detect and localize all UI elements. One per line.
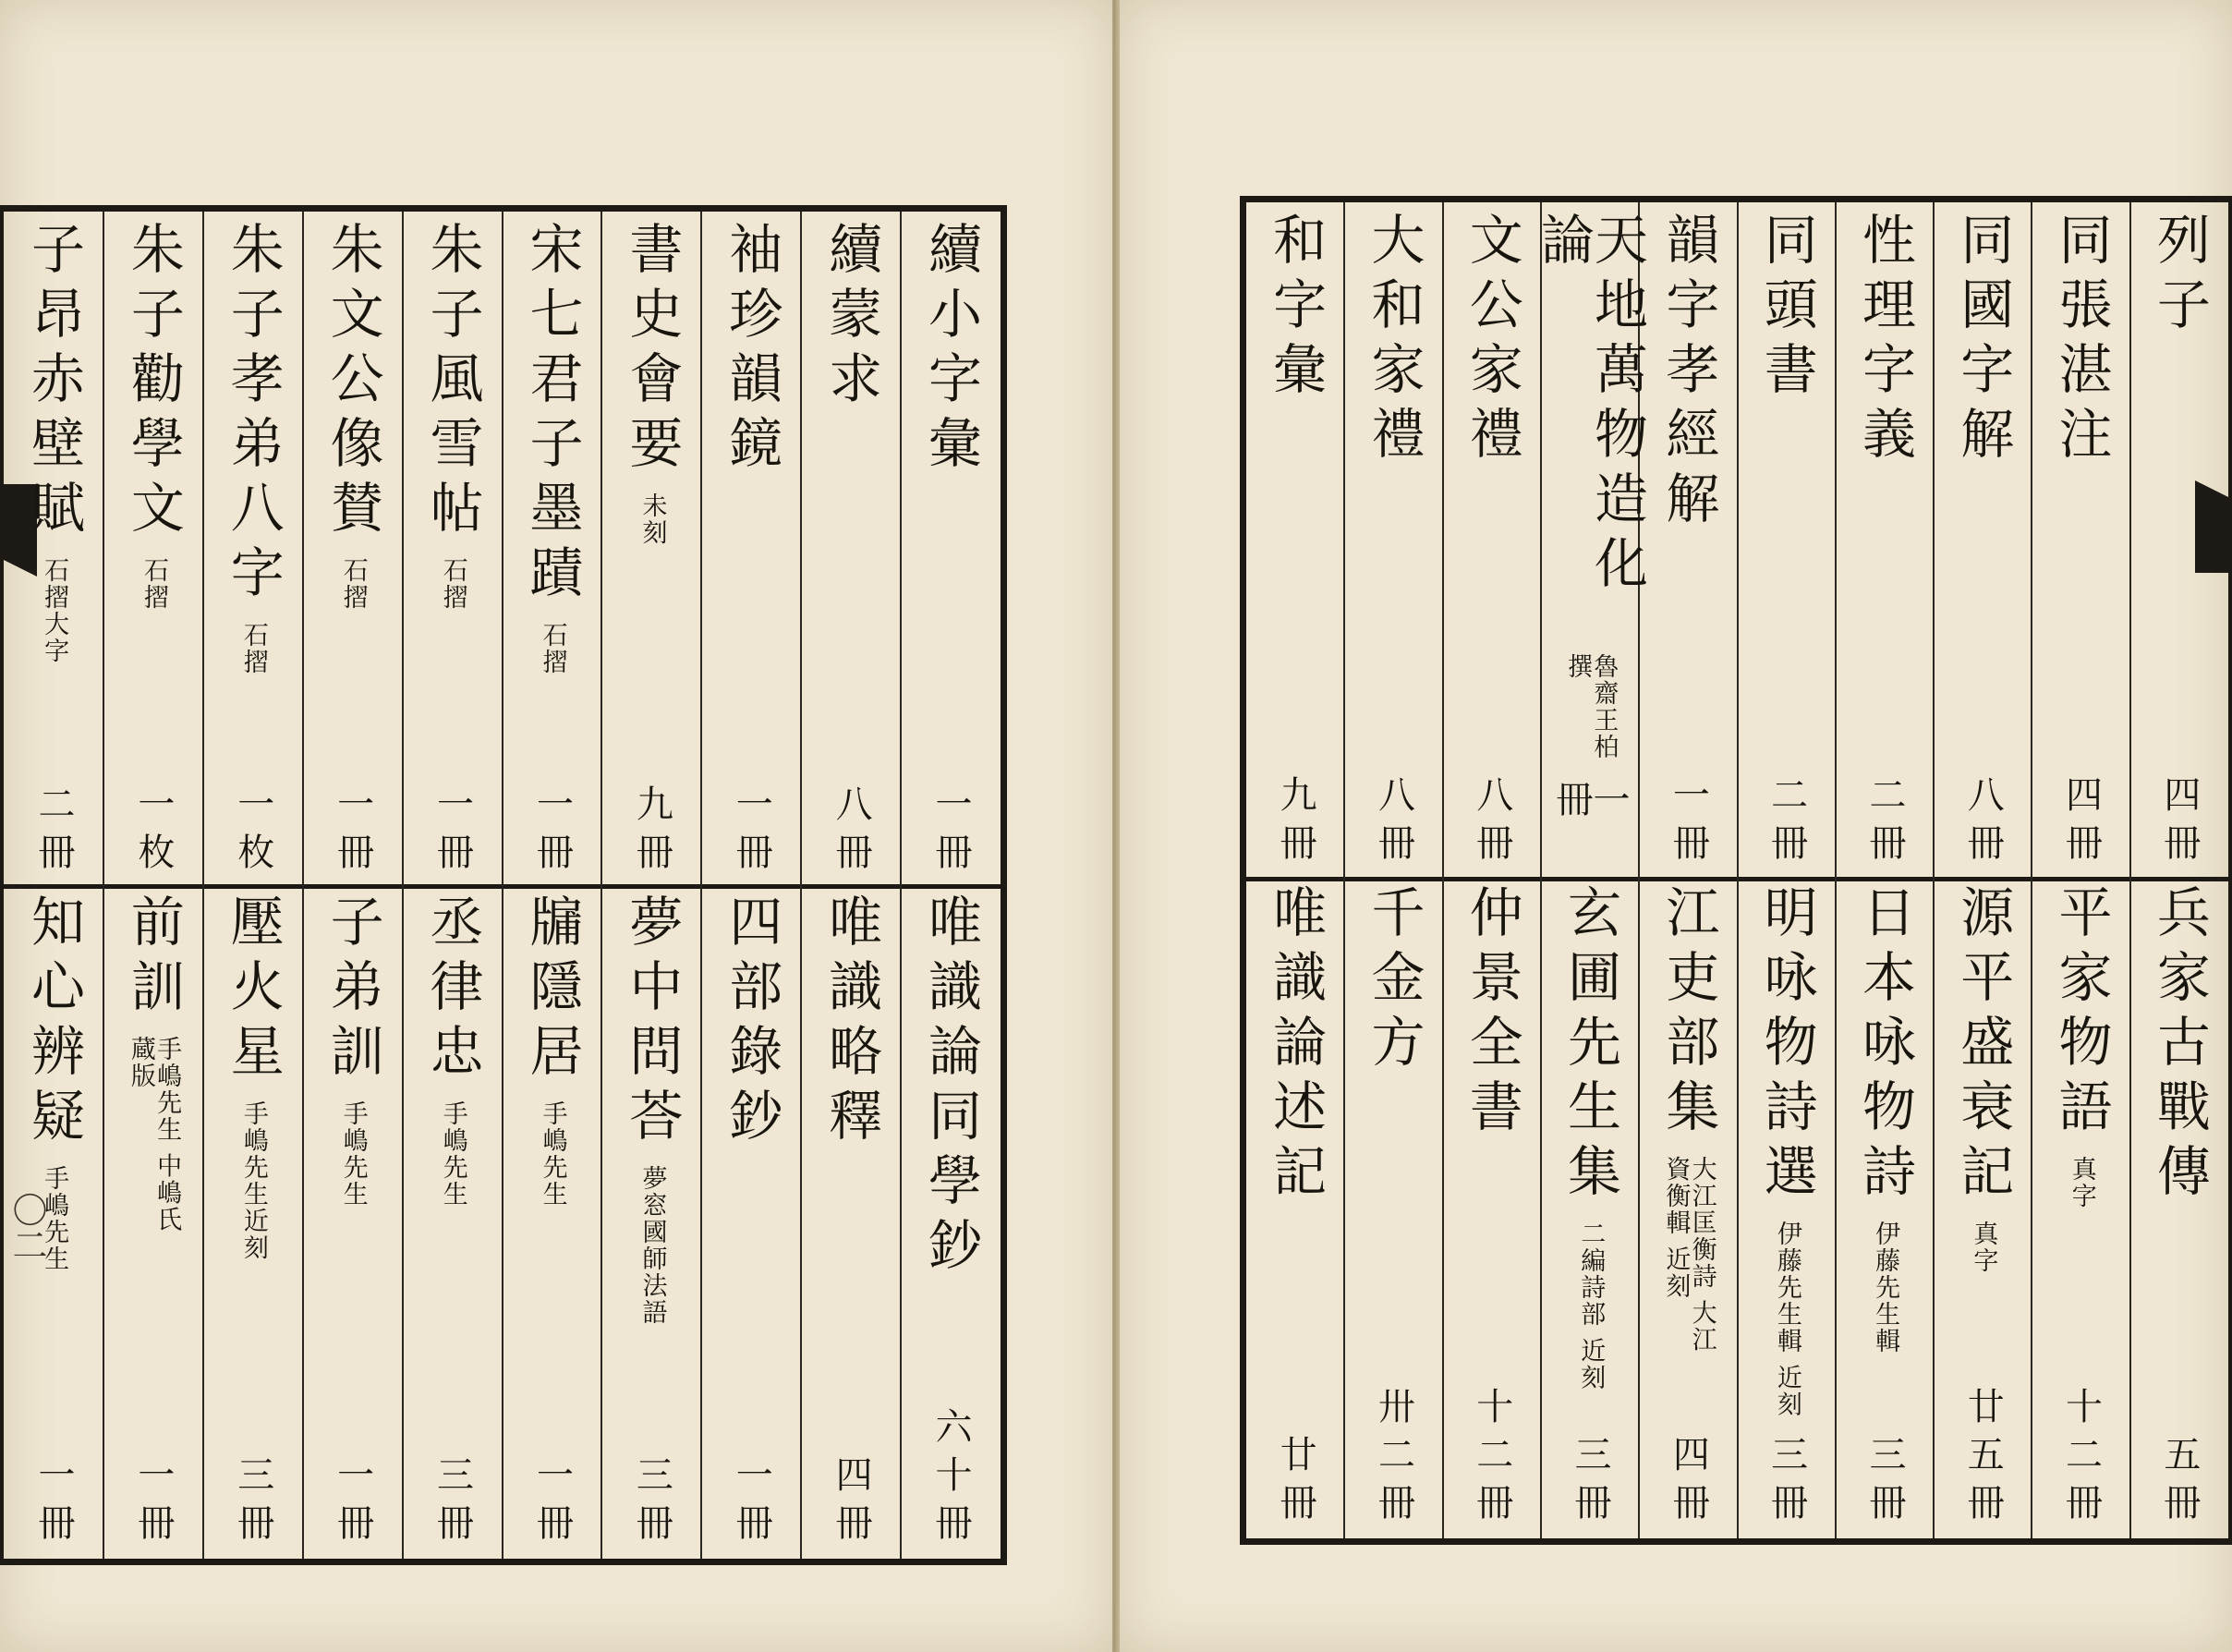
- edition-note: 石摺大字: [40, 557, 69, 664]
- volume-count: 八冊: [1470, 775, 1513, 871]
- catalogue-entry: [1541, 884, 1639, 1533]
- catalogue-column: [4, 212, 103, 1559]
- catalogue-entry: [901, 893, 1001, 1553]
- book-title: 前訓: [121, 893, 185, 1023]
- volume-count: 二冊: [1765, 775, 1808, 871]
- edition-note: 手嶋先生: [40, 1165, 69, 1272]
- book-title: 宋七君子墨蹟: [520, 221, 584, 609]
- volume-count: 八冊: [830, 784, 873, 881]
- book-title: 子昂赤壁賦: [21, 221, 85, 544]
- book-title: 四部錄鈔: [720, 893, 783, 1152]
- catalogue-entry: [1836, 884, 1934, 1533]
- volume-count: 九冊: [1274, 775, 1317, 871]
- catalogue-entry: [1738, 884, 1836, 1533]
- catalogue-column: [1738, 202, 1836, 1538]
- volume-count: 一枚: [231, 784, 274, 881]
- edition-note: 大江匡衡詩 大江資衡輯 近刻: [1661, 1156, 1716, 1354]
- book-title: 同頭書: [1754, 212, 1818, 406]
- catalogue-column: [403, 212, 503, 1559]
- volume-count: 一冊: [1667, 775, 1710, 871]
- book-title: 知心辨疑: [21, 893, 85, 1152]
- volume-count: 廿五冊: [1961, 1387, 2005, 1531]
- catalogue-entry: [1344, 884, 1442, 1533]
- catalogue-entry: [1443, 212, 1541, 873]
- book-title: 同國字解: [1951, 212, 2015, 470]
- volume-count: 九冊: [630, 784, 673, 881]
- volume-count: 三冊: [630, 1455, 673, 1551]
- catalogue-entry: [1246, 212, 1344, 873]
- book-title: 續蒙求: [819, 221, 883, 415]
- volume-count: 四冊: [830, 1455, 873, 1551]
- volume-count: 四冊: [2157, 775, 2201, 871]
- catalogue-column: [901, 212, 1001, 1559]
- book-title: 朱子勸學文: [121, 221, 185, 544]
- catalogue-entry: [303, 221, 403, 882]
- edition-note: 石摺: [438, 557, 467, 611]
- book-title: 性理字義: [1852, 212, 1916, 470]
- catalogue-entry: [403, 221, 503, 882]
- volume-count: 一冊: [929, 784, 973, 881]
- catalogue-entry: [103, 893, 203, 1553]
- catalogue-entry: [203, 893, 303, 1553]
- catalogue-entry: [901, 221, 1001, 882]
- volume-count: 四冊: [2059, 775, 2103, 871]
- book-title: 源平盛衰記: [1951, 884, 2015, 1208]
- book-title: 夢中問荅: [620, 893, 684, 1152]
- book-title: 仲景全書: [1460, 884, 1523, 1143]
- edition-note: 手嶋先生: [538, 1100, 567, 1208]
- catalogue-column: [2130, 202, 2228, 1538]
- catalogue-entry: [4, 221, 103, 882]
- edition-note: 石摺: [140, 557, 168, 611]
- book-title: 子弟訓: [321, 893, 384, 1087]
- volume-count: 五冊: [2157, 1435, 2201, 1531]
- edition-note: 夢窓國師法語: [637, 1165, 667, 1326]
- volume-count: 一枚: [131, 784, 175, 881]
- volume-count: 一冊: [730, 784, 773, 881]
- catalogue-entry: [1738, 212, 1836, 873]
- catalogue-column: [1532, 202, 1649, 1538]
- book-title: 列子: [2147, 212, 2211, 341]
- catalogue-column: [103, 212, 203, 1559]
- catalogue-column: [1246, 202, 1344, 1538]
- catalogue-column: [601, 212, 701, 1559]
- book-title: 兵家古戰傳: [2147, 884, 2211, 1208]
- catalogue-entry: [1836, 212, 1934, 873]
- catalogue-entry: [1934, 884, 2032, 1533]
- edition-note: 石摺: [538, 622, 567, 675]
- volume-count: 一冊: [530, 1455, 574, 1551]
- book-title: 朱子孝弟八字: [221, 221, 285, 609]
- volume-count: 三冊: [431, 1455, 474, 1551]
- book-title: 平家物語: [2049, 884, 2113, 1143]
- edition-note: 伊藤先生輯 近刻: [1772, 1221, 1801, 1418]
- book-title: 唯識論述記: [1264, 884, 1328, 1208]
- volume-count: 三冊: [231, 1455, 274, 1551]
- book-title: 朱子風雪帖: [420, 221, 484, 544]
- edition-note: 手嶋先生: [338, 1100, 368, 1208]
- edition-note: 伊藤先生輯: [1871, 1221, 1900, 1354]
- left-page: [0, 0, 1112, 1652]
- catalogue-entry: [1246, 884, 1344, 1533]
- catalogue-entry: [801, 221, 901, 882]
- volume-count: 三冊: [1862, 1435, 1906, 1531]
- catalogue-column: [1934, 202, 2032, 1538]
- edition-note: 手嶋先生 中嶋氏蔵版: [126, 1036, 182, 1233]
- catalogue-column: [801, 212, 901, 1559]
- volume-count: 八冊: [1372, 775, 1415, 871]
- catalogue-entry: [701, 893, 801, 1553]
- edition-note: 二編詩部 近刻: [1576, 1221, 1606, 1391]
- catalogue-entry: [601, 221, 701, 882]
- catalogue-column: [1443, 202, 1541, 1538]
- volume-count: 二冊: [31, 784, 75, 881]
- catalogue-entry: [1639, 212, 1737, 873]
- book-title: 韻字孝經解: [1656, 212, 1720, 535]
- catalogue-entry: [503, 893, 602, 1553]
- book-title: 江吏部集: [1656, 884, 1720, 1143]
- catalogue-entry: [601, 893, 701, 1553]
- catalogue-entry: [2032, 212, 2129, 873]
- volume-count: 二冊: [1862, 775, 1906, 871]
- book-title: 明咏物詩選: [1754, 884, 1818, 1208]
- book-title: 壓火星: [221, 893, 285, 1087]
- volume-count: 一冊: [331, 1455, 374, 1551]
- edition-note: 手嶋先生: [438, 1100, 467, 1208]
- catalogue-entry: [1639, 884, 1737, 1533]
- catalogue-column: [2032, 202, 2129, 1538]
- book-title: 大和家禮: [1362, 212, 1425, 470]
- book-title: 丞律忠: [420, 893, 484, 1087]
- catalogue-entry: [103, 221, 203, 882]
- catalogue-column: [203, 212, 303, 1559]
- volume-count: 四冊: [1667, 1435, 1710, 1531]
- book-title: 牖隱居: [520, 893, 584, 1087]
- catalogue-column: [303, 212, 403, 1559]
- volume-count: 一冊: [730, 1455, 773, 1551]
- edition-note: 石摺: [338, 557, 368, 611]
- edition-note: 魯齋王柏撰: [1563, 653, 1619, 761]
- catalogue-column: [503, 212, 602, 1559]
- book-title: 日本咏物詩: [1852, 884, 1916, 1208]
- catalogue-entry: [2032, 884, 2129, 1533]
- volume-count: 一冊: [431, 784, 474, 881]
- folio-number: 〇二: [6, 1192, 47, 1262]
- volume-count: 卅二冊: [1372, 1387, 1415, 1531]
- volume-count: 三冊: [1569, 1435, 1612, 1531]
- volume-count: 一冊: [31, 1455, 75, 1551]
- catalogue-entry: [801, 893, 901, 1553]
- book-title: 續小字彙: [919, 221, 983, 480]
- catalogue-entry: [303, 893, 403, 1553]
- book-title: 千金方: [1362, 884, 1425, 1078]
- edition-note: 手嶋先生近刻: [238, 1100, 268, 1261]
- catalogue-column: [1836, 202, 1934, 1538]
- catalogue-entry: [403, 893, 503, 1553]
- book-title: 同張湛注: [2049, 212, 2113, 470]
- catalogue-entry: [2130, 212, 2228, 873]
- catalogue-entry: [1344, 212, 1442, 873]
- catalogue-entry: [1443, 884, 1541, 1533]
- edition-note: 真字: [1969, 1221, 1998, 1274]
- catalogue-entry: [503, 221, 602, 882]
- catalogue-entry: [701, 221, 801, 882]
- volume-count: 十二冊: [2059, 1387, 2103, 1531]
- volume-count: 一冊: [1550, 780, 1631, 829]
- book-title: 天地萬物造化論: [1532, 212, 1649, 600]
- volume-count: 廿冊: [1274, 1435, 1317, 1531]
- book-title: 袖珍韻鏡: [720, 221, 783, 480]
- volume-count: 一冊: [530, 784, 574, 881]
- catalogue-column: [701, 212, 801, 1559]
- right-page: [1120, 0, 2232, 1652]
- book-title: 玄圃先生集: [1559, 884, 1622, 1208]
- catalogue-column: [1344, 202, 1442, 1538]
- book-title: 唯識論同學鈔: [919, 893, 983, 1282]
- catalogue-entry: [4, 893, 103, 1553]
- catalogue-frame-right: [1240, 196, 2232, 1545]
- book-title: 書史會要: [620, 221, 684, 480]
- catalogue-entry: [1934, 212, 2032, 873]
- edition-note: 未刻: [637, 492, 667, 546]
- volume-count: 八冊: [1961, 775, 2005, 871]
- volume-count: 一冊: [331, 784, 374, 881]
- catalogue-entry: [203, 221, 303, 882]
- catalogue-entry: [1532, 212, 1649, 873]
- catalogue-column: [1639, 202, 1737, 1538]
- book-title: 朱文公像賛: [321, 221, 384, 544]
- catalogue-entry: [2130, 884, 2228, 1533]
- book-title: 文公家禮: [1460, 212, 1523, 470]
- catalogue-frame-left: [0, 205, 1007, 1565]
- volume-count: 一冊: [131, 1455, 175, 1551]
- edition-note: 石摺: [238, 622, 268, 675]
- edition-note: 真字: [2067, 1156, 2096, 1209]
- volume-count: 六十冊: [929, 1407, 973, 1551]
- volume-count: 三冊: [1765, 1435, 1808, 1531]
- book-title: 和字彙: [1264, 212, 1328, 406]
- volume-count: 十二冊: [1470, 1387, 1513, 1531]
- book-title: 唯識略釋: [819, 893, 883, 1152]
